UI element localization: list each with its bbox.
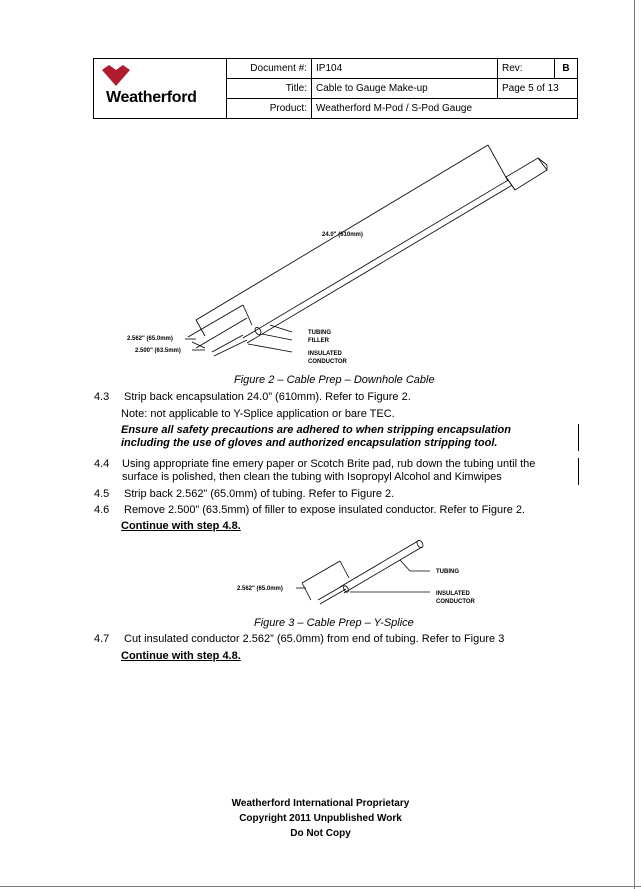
fig2-label-tubing: TUBING [308, 330, 331, 336]
footer-copyright: Copyright 2011 Unpublished Work [239, 813, 402, 824]
figure-3-caption: Figure 3 – Cable Prep – Y-Splice [254, 617, 414, 629]
footer-do-not-copy: Do Not Copy [290, 828, 351, 839]
step-4-4-text-line1: Using appropriate fine emery paper or Scotch Brite pad, rub down the tubing until the [122, 458, 536, 470]
fig2-dim-a: 2.562" (65.0mm) [127, 336, 173, 342]
product-label: Product: [227, 99, 312, 119]
document-value: IP104 [312, 59, 498, 79]
page-number: Page 5 of 13 [498, 79, 578, 99]
step-4-4-number: 4.4 [94, 458, 110, 470]
step-4-5-number: 4.5 [94, 488, 110, 500]
title-value: Cable to Gauge Make-up [312, 79, 498, 99]
figure-2-caption: Figure 2 – Cable Prep – Downhole Cable [234, 374, 435, 386]
fig3-label-tubing: TUBING [436, 569, 459, 575]
step-4-3-note: Note: not applicable to Y-Splice application or bare TEC. [121, 408, 395, 420]
fig2-label-insulated: INSULATED [308, 351, 342, 357]
fig3-label-conductor: CONDUCTOR [436, 599, 475, 605]
product-value: Weatherford M-Pod / S-Pod Gauge [312, 99, 578, 119]
step-4-3-text: Strip back encapsulation 24.0” (610mm). Refer to Figure 2. [124, 391, 411, 403]
continue-step-4-8-link-1[interactable]: Continue with step 4.8. [121, 520, 241, 532]
step-4-3-number: 4.3 [94, 391, 110, 403]
step-4-5-text: Strip back 2.562” (65.0mm) of tubing. Refer to Figure 2. [124, 488, 395, 500]
fig2-dim-b: 2.500" (63.5mm) [135, 348, 181, 354]
title-label: Title: [227, 79, 312, 99]
step-4-3-warning-line1: Ensure all safety precautions are adhered to when stripping encapsulation [121, 424, 511, 436]
fig3-dim-a: 2.562" (65.0mm) [237, 586, 283, 592]
rev-label: Rev: [498, 59, 555, 79]
document-label: Document #: [227, 59, 312, 79]
step-4-6-number: 4.6 [94, 504, 110, 516]
continue-step-4-8-link-2[interactable]: Continue with step 4.8. [121, 650, 241, 662]
fig3-label-insulated: INSULATED [436, 591, 470, 597]
fig2-label-filler: FILLER [308, 338, 329, 344]
rev-value: B [555, 59, 578, 79]
step-4-6-text: Remove 2.500” (63.5mm) of filler to expose insulated conductor. Refer to Figure 2. [124, 504, 526, 516]
step-4-7-text: Cut insulated conductor 2.562” (65.0mm) from end of tubing. Refer to Figure 3 [124, 633, 505, 645]
footer-proprietary: Weatherford International Proprietary [231, 798, 410, 809]
step-4-3-warning-line2: including the use of gloves and authorized encapsulation stripping tool. [121, 437, 498, 449]
fig2-dim-length: 24.0" (610mm) [322, 232, 363, 238]
logo-text: Weatherford [106, 89, 197, 106]
step-4-4-text-line2: surface is polished, then clean the tubing with Isopropyl Alcohol and Kimwipes [122, 471, 502, 483]
fig2-label-conductor: CONDUCTOR [308, 359, 347, 365]
change-bar-2 [578, 458, 579, 485]
change-bar-1 [578, 424, 579, 451]
step-4-7-number: 4.7 [94, 633, 110, 645]
